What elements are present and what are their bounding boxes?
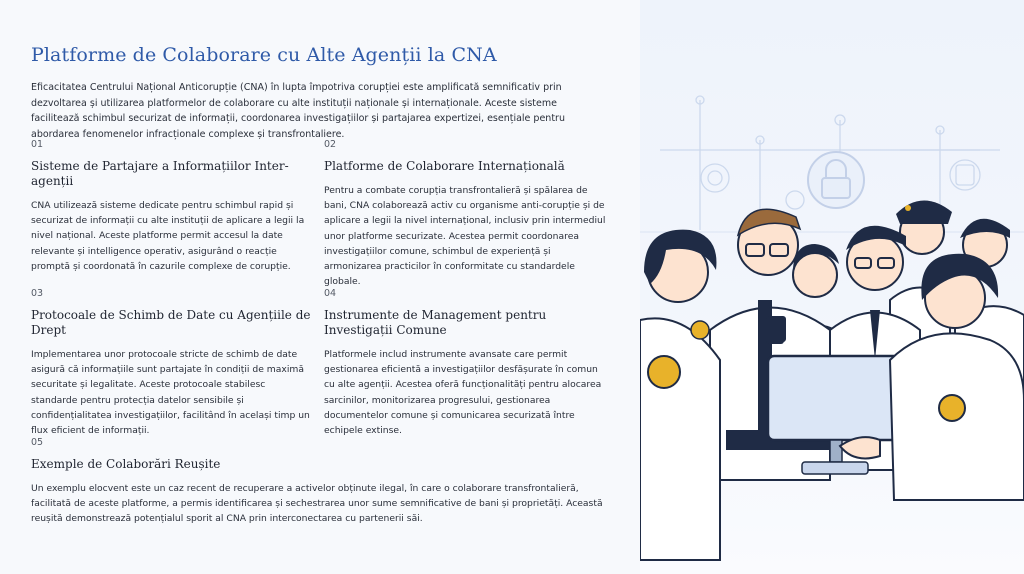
officer-left-woman <box>640 230 720 560</box>
section-text: Platformele includ instrumente avansate care permit gestionarea eficientă a investigațiilor desfășurate în comun cu alte agenții. Acestea oferă funcționalități pentru alocarea sarcinilor, monitorizarea progresului, gestionarea documentelor comune și comunicarea securizată între echipele extinse. <box>324 349 602 437</box>
section-text: Pentru a combate corupția transfrontalieră și spălarea de bani, CNA colaborează activ cu organisme anti-corupție și de aplicare a legii la nivel internațional, inclusiv prin intermediul unor platforme securizate. Acestea permit coordonarea investigațiilor comune, schimbul de experiență și armonizarea practicilor în conformitate cu standardele globale. <box>324 185 606 288</box>
team-illustration <box>640 0 1024 574</box>
page-title: Platforme de Colaborare cu Alte Agenții la CNA <box>31 44 497 66</box>
section-01 <box>31 139 313 274</box>
section-02 <box>324 139 610 289</box>
section-text: Implementarea unor protocoale stricte de schimb de date asigură că informațiile sunt partajate în condiții de maximă securitate și legalitate. Aceste protocoale stabilesc standarde pentru protecția datelor sensibile și confidențialitatea investigațiilor, facilitând în același timp un flux eficient de informații. <box>31 349 310 437</box>
section-03 <box>31 288 313 438</box>
section-text: CNA utilizează sisteme dedicate pentru schimbul rapid și securizat de informații cu alte instituții de aplicare a legii la nivel național. Aceste platforme permit accesul la date relevante și intelligence operativ, asigurând o reacție promptă și coordonată în cazurile complexe de corupție. <box>31 200 305 272</box>
lock-icon <box>808 152 864 208</box>
section-heading: Sisteme de Partajare a Informațiilor Inter-agenții <box>31 159 289 188</box>
section-number: 01 <box>31 139 44 150</box>
intro-paragraph: Eficacitatea Centrului Național Anticorupție (CNA) în lupta împotriva corupției este amplificată semnificativ prin dezvoltarea și utilizarea platformelor de colaborare cu alte instituții naționale și internaționale. Aceste sisteme facilitează schimbul securizat de informații, coordonarea investigațiilor și partajarea expertizei, esențiale pentru abordarea fenomenelor infracționale complexe și transfrontaliere. <box>31 82 565 140</box>
section-heading: Platforme de Colaborare Internațională <box>324 159 565 173</box>
phone-icon <box>766 316 784 344</box>
section-04 <box>324 288 610 438</box>
section-05 <box>31 437 611 527</box>
section-number: 02 <box>324 139 337 150</box>
section-number: 05 <box>31 437 44 448</box>
section-heading: Protocoale de Schimb de Date cu Agențiile de Drept <box>31 308 311 337</box>
section-heading: Instrumente de Management pentru Investigații Comune <box>324 308 547 337</box>
section-text: Un exemplu elocvent este un caz recent de recuperare a activelor obținute ilegal, în care o colaborare transfrontalieră, facilitată de aceste platforme, a permis identificarea și sechestrarea unor sume semnificative de bani și proprietăți. Această reușită demonstrează potențialul sporit al CNA prin interconectarea cu partenerii săi. <box>31 483 603 525</box>
section-number: 03 <box>31 288 44 299</box>
illustration-panel <box>640 0 1024 574</box>
section-number: 04 <box>324 288 337 299</box>
section-heading: Exemple de Colaborări Reușite <box>31 457 221 471</box>
